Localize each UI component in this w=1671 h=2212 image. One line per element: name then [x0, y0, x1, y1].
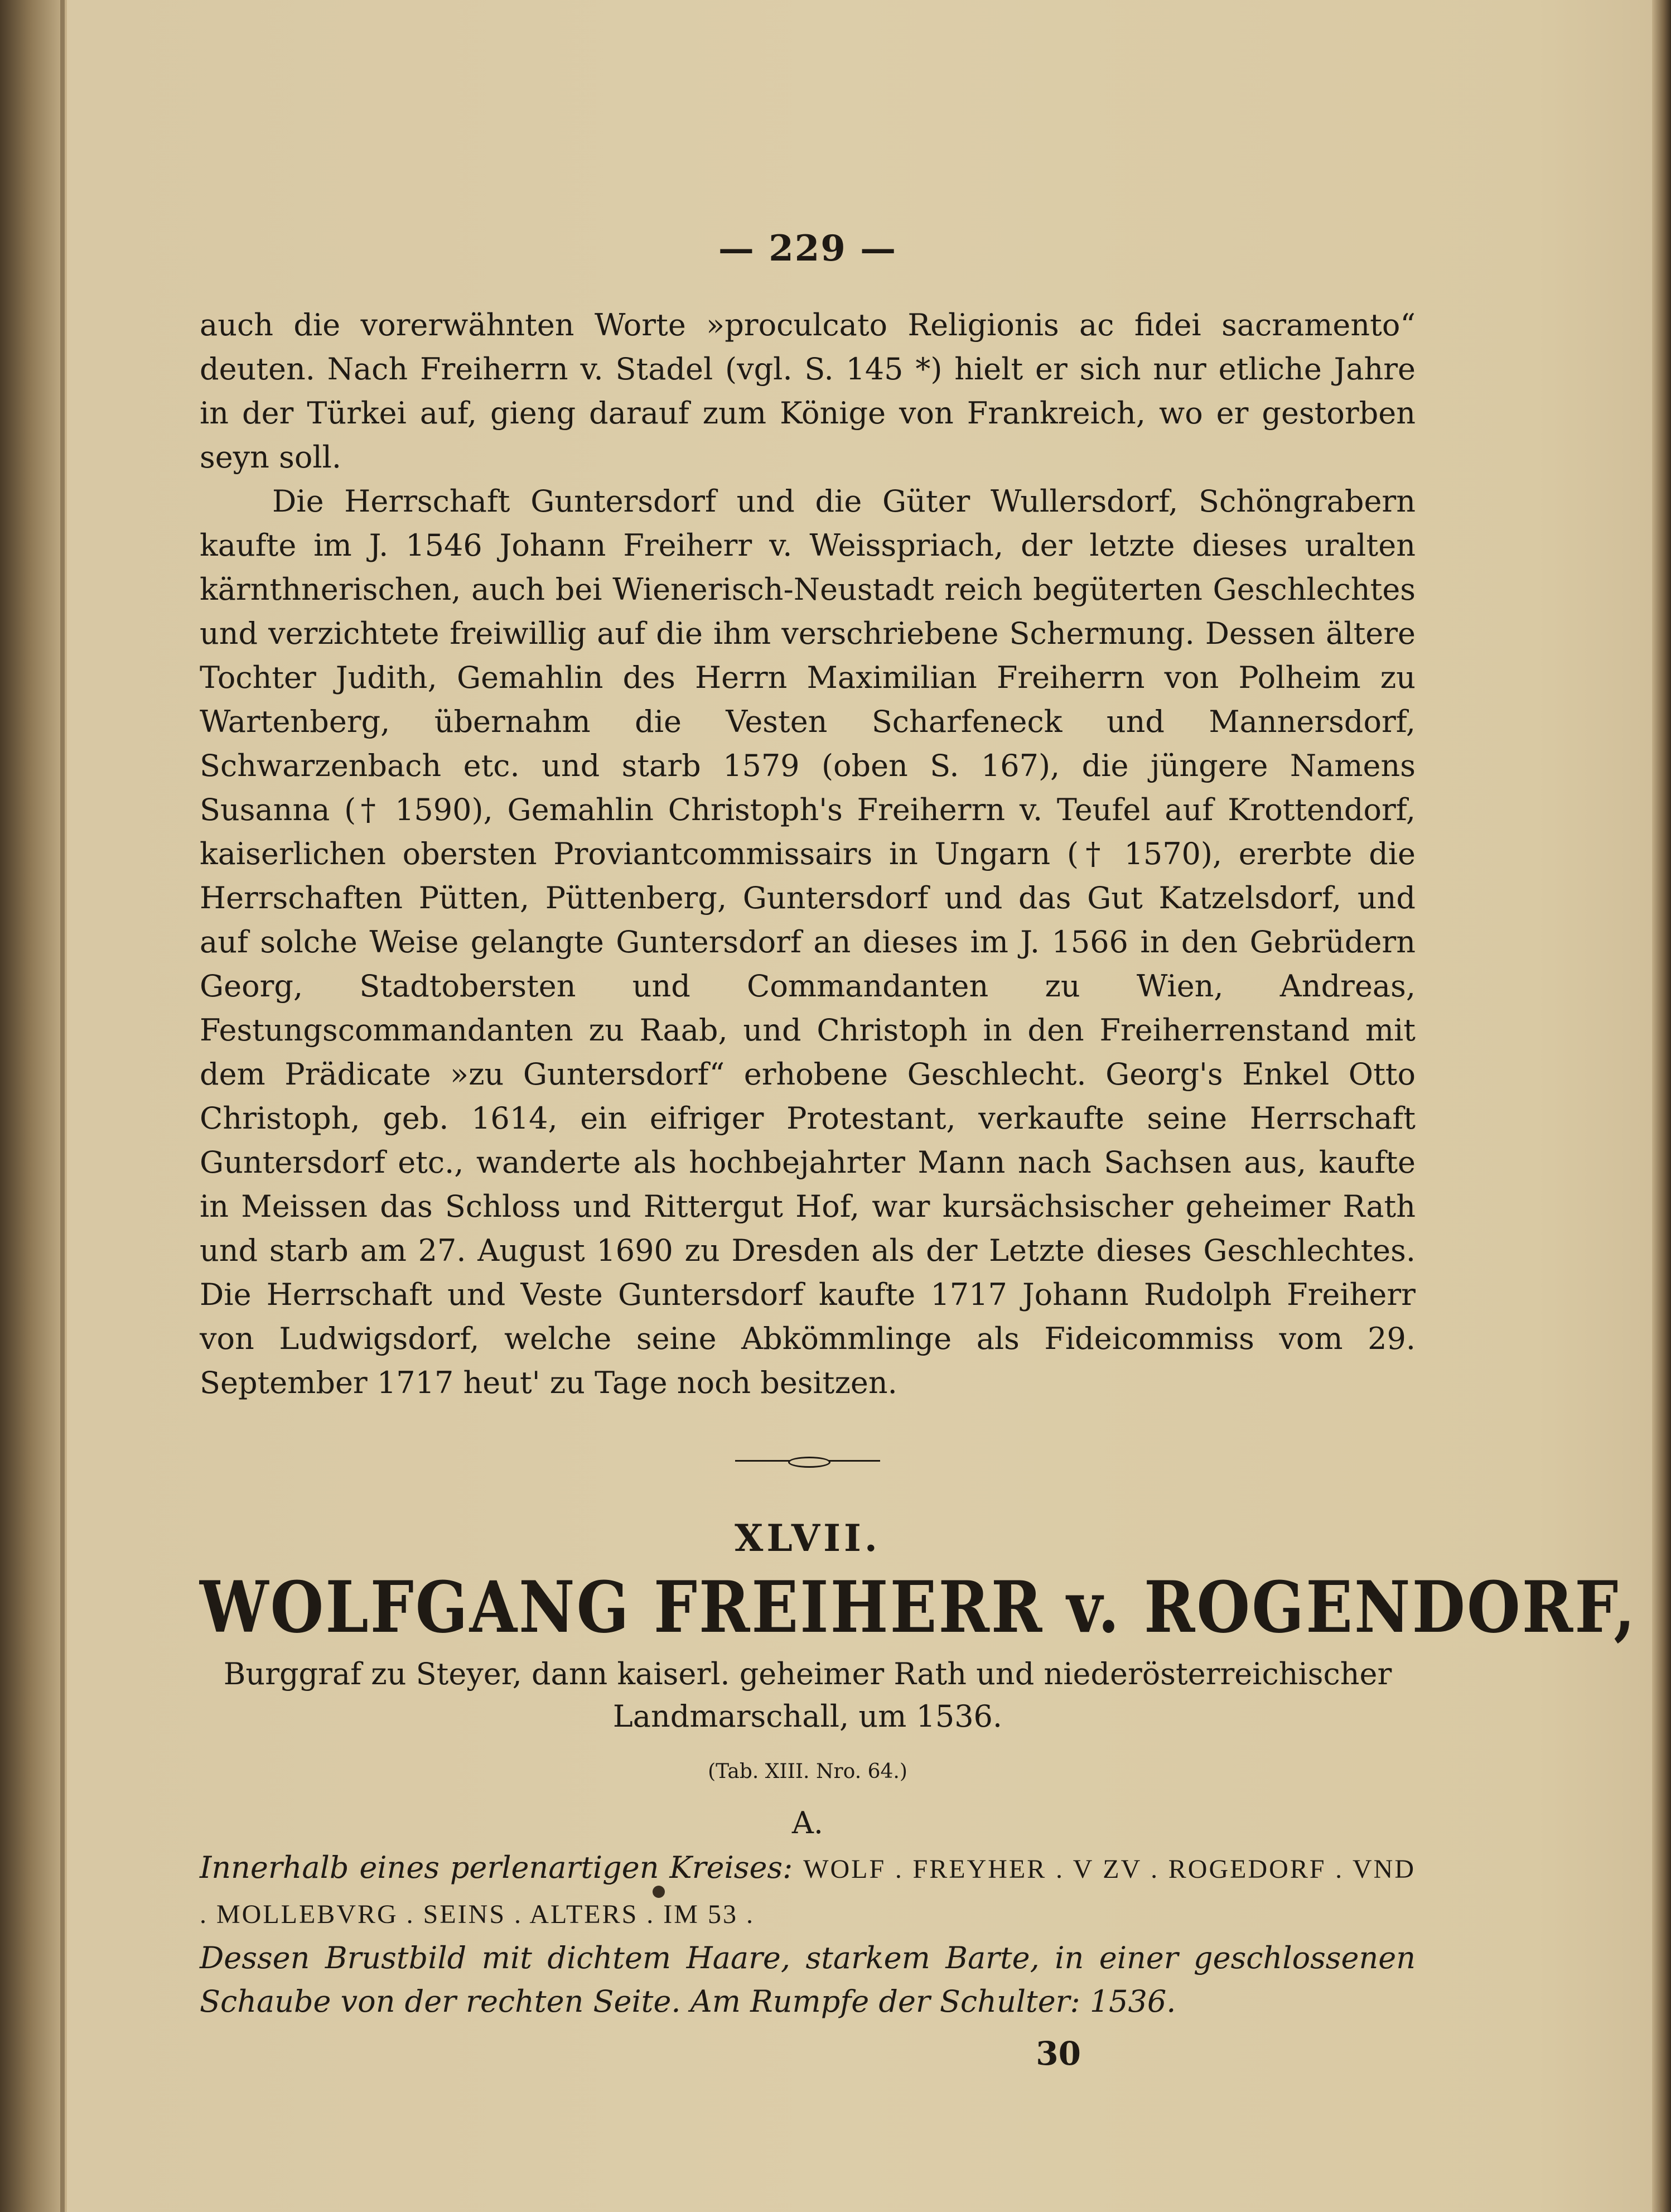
page-fold: [60, 0, 65, 2212]
page-number: — 229 —: [718, 228, 897, 269]
coin-description: [200, 1846, 1416, 2023]
paragraph-2: Die Herrschaft Guntersdorf und die Güter Wullersdorf, Schöngrabern kaufte im J. 1546 Johann Freiherr v. Weisspriach, der letzte dieses uralten kärnthnerischen, auch bei Wienerisch-Neustadt reich begüterten Geschlechtes und verzichtete freiwillig auf die ihm verschriebene Schermung. Dessen ältere Tochter Judith, Gemahlin des Herrn Maximilian Freiherrn von Polheim zu Wartenberg, übernahm die Vesten Scharfeneck und Mannersdorf, Schwarzenbach etc. und starb 1579 (oben S. 167), die jüngere Namens Susanna († 1590), Gemahlin Christoph's Freiherrn v. Teufel auf Krottendorf, kaiserlichen obersten Proviantcommissairs in Ungarn († 1570), ererbte die Herrschaften Pütten, Püttenberg, Guntersdorf und das Gut Katzelsdorf, und auf solche Weise gelangte Guntersdorf an dieses im J. 1566 in den Gebrüdern Georg, Stadtobersten und Commandanten zu Wien, Andreas, Festungscommandanten zu Raab, und Christoph in den Freiherrenstand mit dem Prädicate »zu Guntersdorf“ erhobene Geschlecht. Georg's Enkel Otto Christoph, geb. 1614, ein eifriger Protestant, verkaufte seine Herrschaft Guntersdorf etc., wanderte als hochbejahrter Mann nach Sachsen aus, kaufte in Meissen das Schloss und Rittergut Hof, war kursächsischer geheimer Rath und starb am 27. August 1690 zu Dresden als der Letzte dieses Geschlechtes. Die Herrschaft und Veste Guntersdorf kaufte 1717 Johann Rudolph Freiherr von Ludwigsdorf, welche seine Abkömmlinge als Fideicommiss vom 29. September 1717 heut' zu Tage noch besitzen.: [200, 484, 1416, 1400]
page-content: [200, 228, 1637, 2073]
signature-mark: 30: [1036, 2035, 1081, 2073]
legend-line: [200, 1846, 1416, 1936]
book-binding: [0, 0, 67, 2212]
paragraph-1: auch die vorerwähnten Worte »proculcato Religionis ac fidei sacramento“ deuten. Nach Freiherrn v. Stadel (vgl. S. 145 *) hielt er sich nur etliche Jahre in der Türkei auf, gieng darauf zum Könige von Frankreich, wo er gestorben seyn soll.: [200, 307, 1416, 475]
chapter-title: WOLFGANG FREIHERR v. ROGENDORF,: [200, 1565, 1637, 1649]
page-edge: [1652, 0, 1671, 2212]
plate-reference: (Tab. XIII. Nro. 64.): [708, 1760, 907, 1783]
ink-spot: [653, 1886, 665, 1898]
divider-ornament: [735, 1455, 880, 1466]
body-text: [200, 303, 1416, 1405]
section-letter: A.: [791, 1805, 824, 1840]
portrait-description: Dessen Brustbild mit dichtem Haare, starkem Barte, in einer geschlossenen Schaube von der rechten Seite. Am Rumpfe der Schulter: 1536.: [200, 1940, 1416, 2019]
legend-intro: Innerhalb eines perlenartigen Kreises:: [200, 1850, 793, 1885]
chapter-subtitle-line-2: Landmarschall, um 1536.: [612, 1699, 1003, 1734]
legend-text: WOLF . FREYHER . V ZV . ROGEDORF . VND . MOLLEBVRG . SEINS . ALTERS . IM 53 .: [200, 1854, 1416, 1929]
chapter-subtitle-line-1: Burggraf zu Steyer, dann kaiserl. geheimer Rath und niederösterreichischer: [223, 1656, 1392, 1691]
chapter-number: XLVII.: [735, 1516, 881, 1560]
